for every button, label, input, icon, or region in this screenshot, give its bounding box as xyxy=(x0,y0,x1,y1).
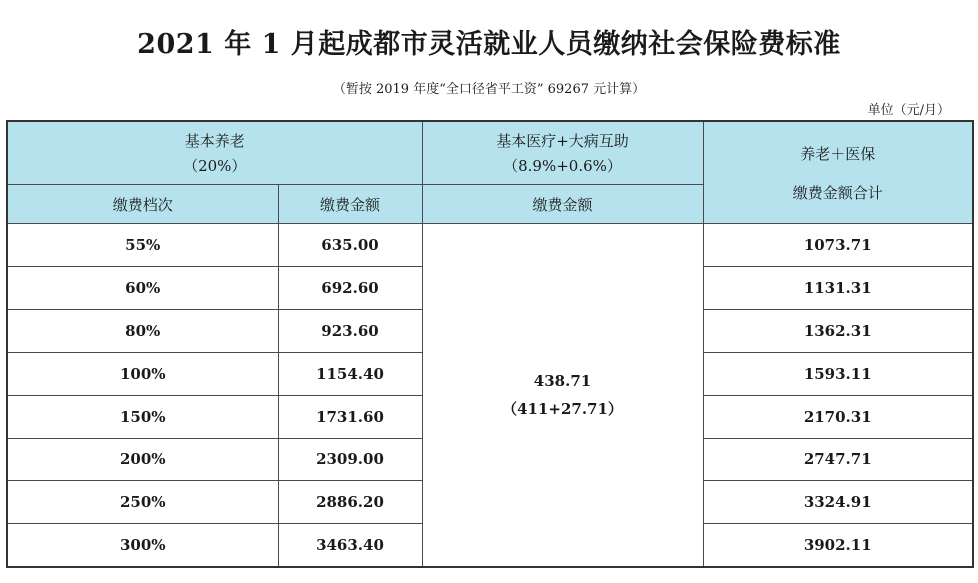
level-cell: 60% xyxy=(7,267,278,310)
pension-amount-cell: 635.00 xyxy=(278,224,422,267)
page-title: 2021 年 1 月起成都市灵活就业人员缴纳社会保险费标准 xyxy=(137,29,841,60)
medical-header xyxy=(422,121,703,184)
total-amount-cell: 2170.31 xyxy=(703,395,973,438)
pension-amount-cell: 923.60 xyxy=(278,310,422,353)
total-subtitle: 缴费金额合计 xyxy=(792,183,883,202)
level-cell: 250% xyxy=(7,481,278,524)
pension-amount-cell: 3463.40 xyxy=(278,524,422,567)
unit-label: 单位（元/月） xyxy=(867,103,950,118)
pension-amount-cell: 692.60 xyxy=(278,267,422,310)
total-amount-cell: 3324.91 xyxy=(703,481,973,524)
total-header xyxy=(703,121,973,224)
pension-amount-cell: 1731.60 xyxy=(278,395,422,438)
column-header-pension-amount: 缴费金额 xyxy=(278,184,422,224)
medical-rate: （8.9%+0.6%） xyxy=(503,156,622,175)
level-cell: 80% xyxy=(7,310,278,353)
medical-amount: 438.71 xyxy=(533,371,592,390)
column-header-medical-amount: 缴费金额 xyxy=(422,184,703,224)
total-title: 养老＋医保 xyxy=(800,144,876,163)
total-amount-cell: 2747.71 xyxy=(703,438,973,481)
pension-title: 基本养老 xyxy=(184,131,245,150)
total-amount-cell: 1362.31 xyxy=(703,310,973,353)
page-subtitle: （暂按 2019 年度“全口径省平工资” 69267 元计算） xyxy=(332,82,646,97)
level-cell: 150% xyxy=(7,395,278,438)
pension-amount-cell: 2886.20 xyxy=(278,481,422,524)
level-cell: 300% xyxy=(7,524,278,567)
medical-amount-cell xyxy=(422,224,703,567)
table-row xyxy=(7,224,973,267)
medical-title: 基本医疗+大病互助 xyxy=(496,131,629,150)
total-amount-cell: 1073.71 xyxy=(703,224,973,267)
total-amount-cell: 1593.11 xyxy=(703,352,973,395)
level-cell: 55% xyxy=(7,224,278,267)
column-header-level: 缴费档次 xyxy=(7,184,278,224)
level-cell: 100% xyxy=(7,352,278,395)
total-amount-cell: 3902.11 xyxy=(703,524,973,567)
pension-rate: （20%） xyxy=(183,156,247,175)
pension-header xyxy=(7,121,422,184)
pension-amount-cell: 2309.00 xyxy=(278,438,422,481)
insurance-fee-table xyxy=(6,120,974,568)
level-cell: 200% xyxy=(7,438,278,481)
medical-breakdown: （411+27.71） xyxy=(502,400,623,419)
total-amount-cell: 1131.31 xyxy=(703,267,973,310)
pension-amount-cell: 1154.40 xyxy=(278,352,422,395)
